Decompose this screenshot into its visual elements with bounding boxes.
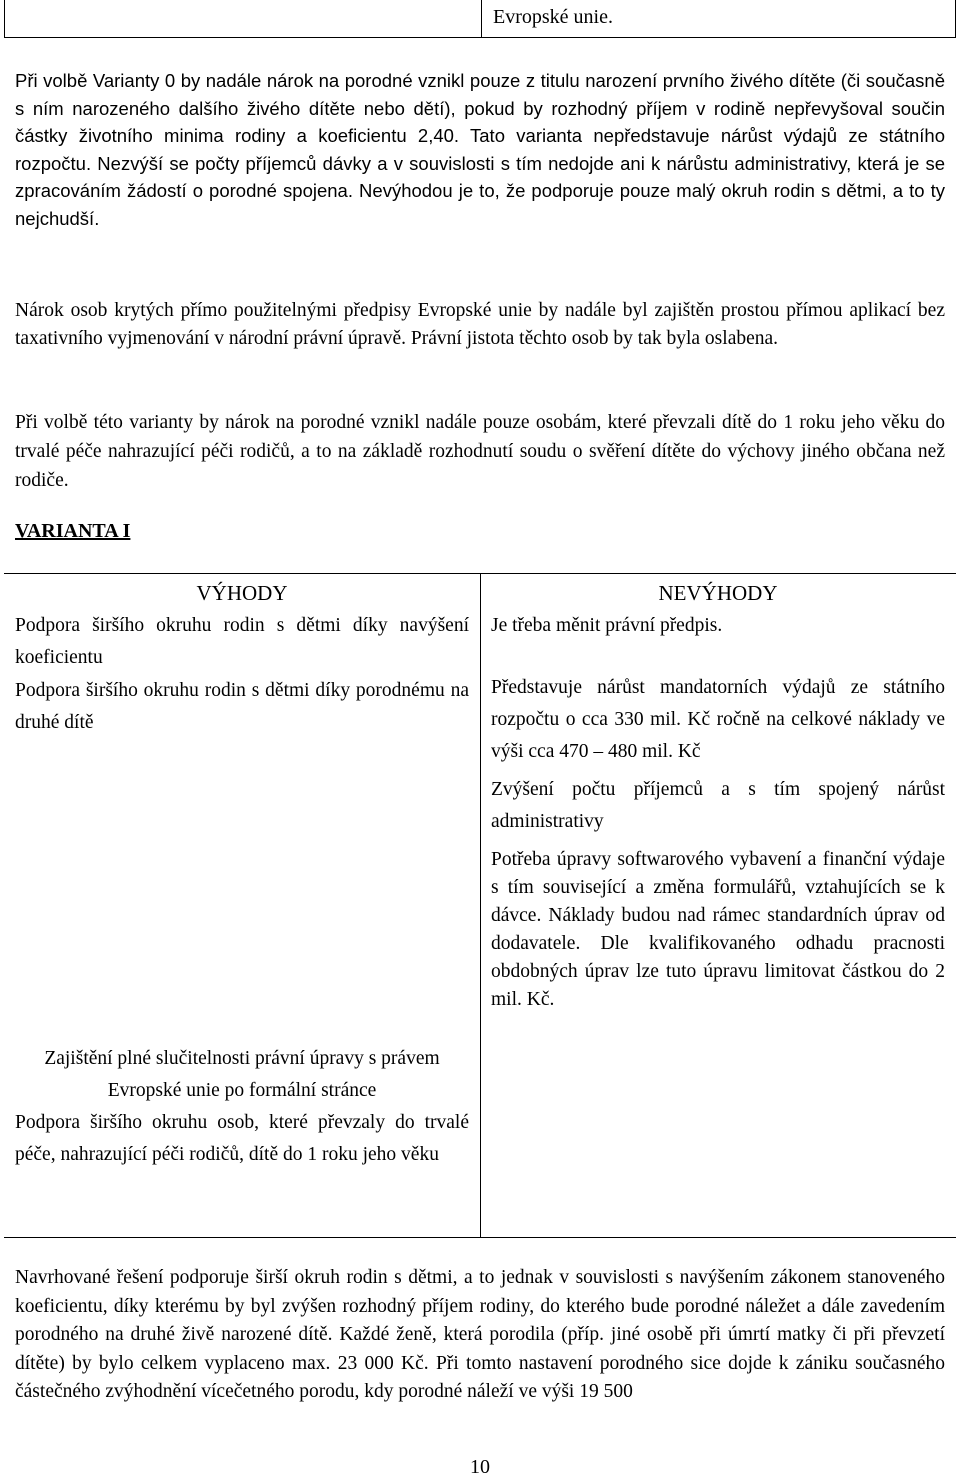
paragraph-proposed-solution: Navrhované řešení podporuje širší okruh rodin s dětmi, a to jednak v souvislosti s navýšením zákonem stanoveného koeficientu, díky kterému by byl zvýšen rozhodný příjem rodiny, do kterého bude porodné náležet a dále zavedením porodného na druhé živě narozené dítě. Každé ženě, která porodila (příp. jiné osobě při úmrtí matky či při převzetí dítěte) by bylo celkem vyplaceno max. 23 000 Kč. Při tomto nastavení porodného sice dojde k zániku současného částečného zvýhodnění vícečetného porodu, kdy porodné náleží ve výši 19 500 — [15, 1267, 945, 1402]
header-table — [4, 0, 956, 38]
cons-header: NEVÝHODY — [658, 581, 778, 605]
header-table-divider — [481, 0, 482, 37]
cons-cell: Potřeba úpravy softwarového vybavení a finanční výdaje s tím související a změna formulářů, vztahujících se k dávce. Náklady budou nad rámec standardních úprav od dodavatele. Dle kvalifikovaného odhadu pracnosti obdobných úprav lze tuto úpravu limitovat částkou do 2 mil. Kč. — [491, 849, 945, 1010]
pros-cell: Podpora širšího okruhu rodin s dětmi díky navýšení koeficientu — [15, 615, 469, 668]
pros-cell: Zajištění plné slučitelnosti právní úpravy s právem Evropské unie po formální stránce — [44, 1048, 440, 1101]
paragraph-eu-persons: Nárok osob krytých přímo použitelnými předpisy Evropské unie by nadále byl zajištěn prostou přímou aplikací bez taxativního vyjmenování v národní právní úpravě. Právní jistota těchto osob by tak byla oslabena. — [15, 300, 945, 349]
table-divider — [480, 574, 481, 1237]
pros-header: VÝHODY — [196, 581, 288, 605]
cons-cell: Představuje nárůst mandatorních výdajů ze státního rozpočtu o cca 330 mil. Kč ročně na celkové náklady ve výši cca 470 – 480 mil. Kč — [491, 677, 945, 762]
paragraph-foster-care: Při volbě této varianty by nárok na porodné vznikl nadále pouze osobám, které převzali dítě do 1 roku jeho věku do trvalé péče nahrazující péči rodičů, a to na základě rozhodnutí soudu o svěření dítěte do výchovy jiného občana než rodiče. — [15, 412, 945, 491]
cons-cell: Je třeba měnit právní předpis. — [491, 615, 723, 636]
page-number: 10 — [470, 1456, 490, 1478]
paragraph-variant-zero: Při volbě Varianty 0 by nadále nárok na porodné vznikl pouze z titulu narození prvního živého dítěte (či současně s ním narozeného dalšího živého dítěte nebo dětí), pokud by rozhodný příjem v rodině nepřevyšoval součin částky životního minima rodiny a koeficientu 2,40. Tato varianta nepředstavuje nárůst výdajů ze státního rozpočtu. Nezvýší se počty příjemců dávky a v souvislosti s tím nedojde ani k nárůstu administrativy, která je se zpracováním žádostí o porodné spojena. Nevýhodou je to, že podporuje pouze malý okruh rodin s dětmi, a to ty nejchudší. — [15, 70, 945, 229]
cons-column — [491, 578, 945, 1014]
pros-cell: Podpora širšího okruhu osob, které převzaly do trvalé péče, nahrazující péči rodičů, dítě do 1 roku jeho věku — [15, 1112, 469, 1165]
section-heading: VARIANTA I — [15, 520, 131, 542]
pros-column — [15, 578, 469, 1171]
header-cell-text: Evropské unie. — [493, 6, 613, 28]
pros-cons-table — [4, 573, 956, 1238]
pros-cell: Podpora širšího okruhu rodin s dětmi díky porodnému na druhé dítě — [15, 680, 469, 733]
cons-cell: Zvýšení počtu příjemců a s tím spojený nárůst administrativy — [491, 779, 945, 832]
